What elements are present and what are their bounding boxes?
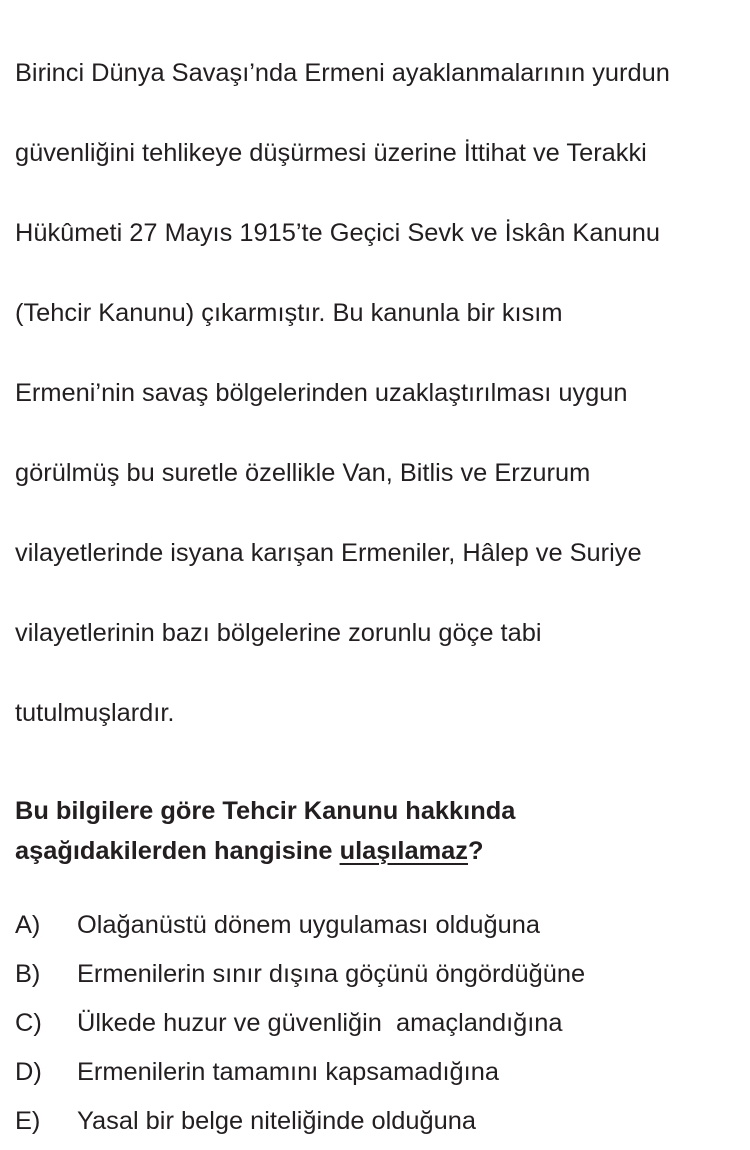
option-text: Yasal bir belge niteliğinde olduğuna xyxy=(77,1107,477,1135)
question-line-2 xyxy=(15,831,745,871)
passage-line: Ermeni’nin savaş bölgelerinden uzaklaştırılması uygun xyxy=(15,379,628,407)
option-letter: D) xyxy=(15,1058,42,1086)
question-stem xyxy=(15,791,745,871)
option-text: Olağanüstü dönem uygulaması olduğuna xyxy=(77,911,540,939)
passage-text xyxy=(15,0,745,773)
passage-line: (Tehcir Kanunu) çıkarmıştır. Bu kanunla bir kısım xyxy=(15,299,563,327)
passage-line: güvenliğini tehlikeye düşürmesi üzerine İttihat ve Terakki xyxy=(15,139,647,167)
option-text: Ermenilerin tamamını kapsamadığına xyxy=(77,1058,499,1086)
option-letter: B) xyxy=(15,960,41,988)
option-text: Ülkede huzur ve güvenliğin amaçlandığına xyxy=(77,1009,563,1037)
question-mark: ? xyxy=(468,837,484,865)
option-letter: A) xyxy=(15,911,41,939)
question-underlined-word: ulaşılamaz xyxy=(339,837,468,865)
option-b[interactable] xyxy=(15,954,745,1003)
passage-line: Hükûmeti 27 Mayıs 1915’te Geçici Sevk ve İskân Kanunu xyxy=(15,219,660,247)
passage-line: vilayetlerinin bazı bölgelerine zorunlu göçe tabi xyxy=(15,619,542,647)
option-letter: E) xyxy=(15,1107,41,1135)
question-line-1: Bu bilgilere göre Tehcir Kanunu hakkında xyxy=(15,797,516,825)
question-line-2-prefix: aşağıdakilerden hangisine xyxy=(15,837,340,865)
question-page xyxy=(15,0,745,1150)
option-d[interactable] xyxy=(15,1052,745,1101)
option-text: Ermenilerin sınır dışına göçünü öngördüğüne xyxy=(77,960,586,988)
passage-line: tutulmuşlardır. xyxy=(15,699,175,727)
passage-line: vilayetlerinde isyana karışan Ermeniler, Hâlep ve Suriye xyxy=(15,539,642,567)
passage-line: Birinci Dünya Savaşı’nda Ermeni ayaklanmalarının yurdun xyxy=(15,59,670,87)
answer-options xyxy=(15,905,745,1150)
option-a[interactable] xyxy=(15,905,745,954)
passage-line: görülmüş bu suretle özellikle Van, Bitlis ve Erzurum xyxy=(15,459,591,487)
option-e[interactable] xyxy=(15,1101,745,1150)
option-letter: C) xyxy=(15,1009,42,1037)
option-c[interactable] xyxy=(15,1003,745,1052)
